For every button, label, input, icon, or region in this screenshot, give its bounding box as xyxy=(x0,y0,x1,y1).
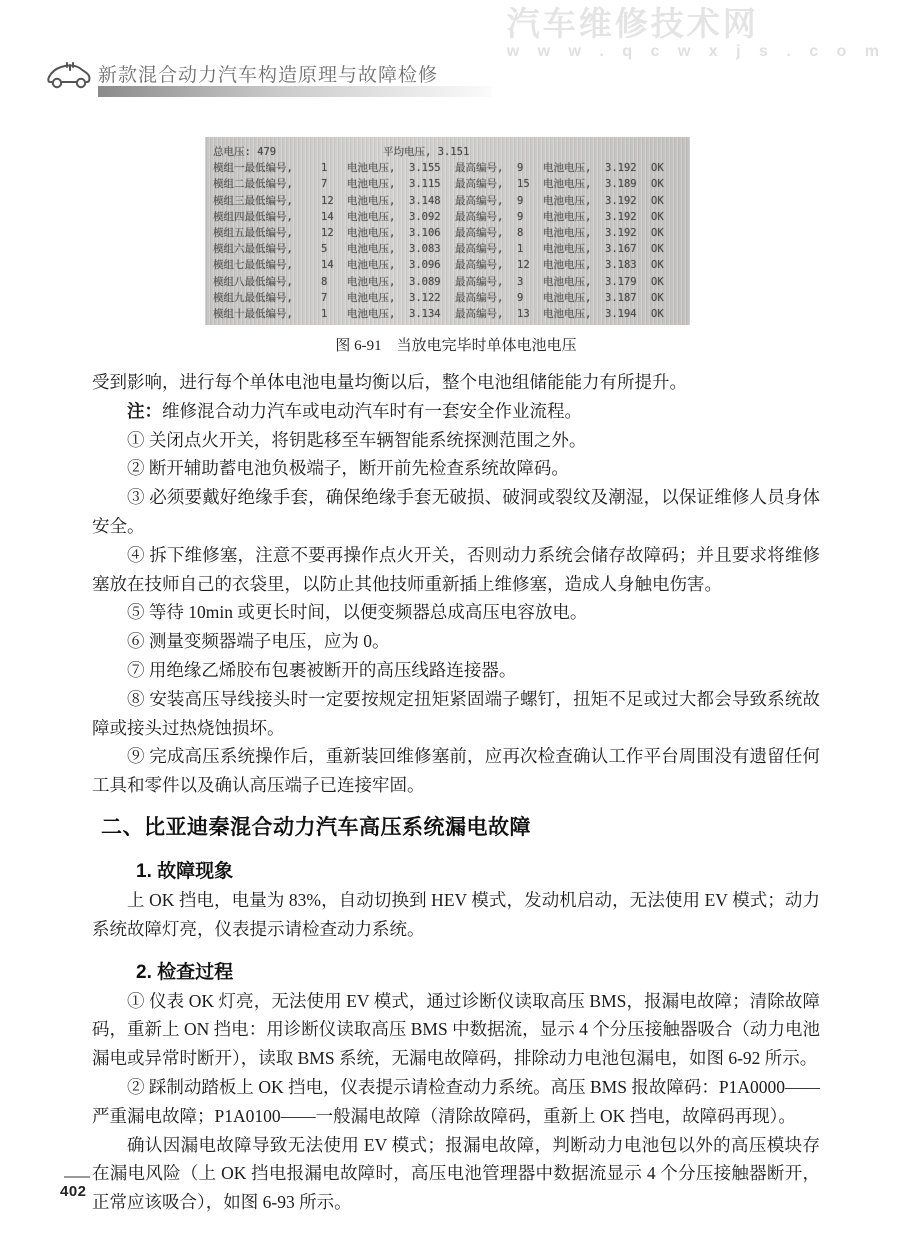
watermark-site-url: w w w . q c w x j s . c o m xyxy=(506,43,886,60)
safety-step: ③ 必须要戴好绝缘手套，确保绝缘手套无破损、破洞或裂纹及潮湿，以保证维修人员身体安全。 xyxy=(92,487,820,536)
screen-cell: 电池电压, xyxy=(347,259,396,272)
screen-cell: 9 xyxy=(517,194,524,207)
book-title: 新款混合动力汽车构造原理与故障检修 xyxy=(98,65,439,86)
screen-cell: 1 xyxy=(321,162,328,175)
screen-cell: 3 xyxy=(517,275,524,288)
screen-cell: 电池电压, xyxy=(543,308,592,321)
screen-row xyxy=(213,160,682,176)
screen-cell: OK xyxy=(651,210,664,223)
screen-cell: 3.115 xyxy=(409,178,441,191)
screen-cell: 12 xyxy=(321,194,334,207)
safety-step: ② 断开辅助蓄电池负极端子，断开前先检查系统故障码。 xyxy=(127,458,569,479)
screen-cell: 最高编号, xyxy=(455,243,504,256)
screen-cell: 8 xyxy=(517,227,524,240)
screen-cell: 电池电压, xyxy=(347,194,396,207)
safety-step: ⑧ 安装高压导线接头时一定要按规定扭矩紧固端子螺钉，扭矩不足或过大都会导致系统故障或接头过热烧蚀损坏。 xyxy=(92,688,820,738)
body-text xyxy=(92,368,820,1217)
screen-cell: 14 xyxy=(321,259,334,272)
screen-cell: 8 xyxy=(321,275,328,288)
header-gradient-bar xyxy=(98,86,492,97)
screen-cell: 电池电压, xyxy=(543,178,592,191)
screen-cell: 模组四最低编号, xyxy=(213,210,293,223)
subsection-title-check-process: 2. 检查过程 xyxy=(136,961,234,983)
safety-step: ⑥ 测量变频器端子电压，应为 0。 xyxy=(127,631,390,652)
screen-cell: 电池电压, xyxy=(347,243,396,256)
screen-cell: OK xyxy=(651,227,664,240)
screen-cell: OK xyxy=(651,259,664,272)
screen-cell: 模组二最低编号, xyxy=(213,178,293,191)
note-text: 维修混合动力汽车或电动汽车时有一套安全作业流程。 xyxy=(162,400,582,421)
safety-step: ④ 拆下维修塞，注意不要再操作点火开关，否则动力系统会储存故障码；并且要求将维修塞放在技师自己的衣袋里，以防止其他技师重新插上维修塞，造成人身触电伤害。 xyxy=(92,544,820,594)
safety-step: ⑨ 完成高压系统操作后，重新装回维修塞前，应再次检查确认工作平台周围没有遗留任何工具和零件以及确认高压端子已连接牢固。 xyxy=(92,746,820,796)
screen-cell: OK xyxy=(651,243,664,256)
screen-cell: 3.187 xyxy=(605,291,637,304)
screen-cell: OK xyxy=(651,194,664,207)
site-watermark xyxy=(507,6,886,62)
screen-cell: 3.189 xyxy=(605,178,637,191)
screen-cell: 3.096 xyxy=(409,259,441,272)
footer-rule xyxy=(64,1176,90,1178)
screen-cell: 7 xyxy=(321,178,328,191)
screen-cell: OK xyxy=(651,162,664,175)
screen-cell: 13 xyxy=(517,308,530,321)
screen-cell: 3.183 xyxy=(605,259,637,272)
screen-cell: 12 xyxy=(517,259,530,272)
screen-cell: 3.192 xyxy=(605,162,637,175)
screen-cell: 电池电压, xyxy=(347,227,396,240)
paragraph: 确认因漏电故障导致无法使用 EV 模式；报漏电故障，判断动力电池包以外的高压模块存在漏电风险（上 OK 挡电报漏电故障时，高压电池管理器中数据流显示 4 个分压接触器断开，正常应该吸合），如图 6-93 所示。 xyxy=(92,1134,820,1213)
screen-cell: 1 xyxy=(517,243,524,256)
figure-caption: 图 6-91 当放电完毕时单体电池电压 xyxy=(335,338,577,354)
screen-cell: 模组七最低编号, xyxy=(213,259,293,272)
screen-cell: 电池电压, xyxy=(543,162,592,175)
screen-cell: 电池电压, xyxy=(543,194,592,207)
screen-cell: 电池电压, xyxy=(543,259,592,272)
screen-cell: 电池电压, xyxy=(347,210,396,223)
page-number: 402 xyxy=(60,1183,87,1200)
note-label: 注： xyxy=(127,400,162,421)
screen-cell: 3.106 xyxy=(409,227,441,240)
screen-cell: 最高编号, xyxy=(455,178,504,191)
screen-row xyxy=(213,257,682,273)
screen-cell: 7 xyxy=(321,291,328,304)
screen-cell: 3.192 xyxy=(605,210,637,223)
screen-cell: 最高编号, xyxy=(455,308,504,321)
screen-cell: 电池电压, xyxy=(543,275,592,288)
screen-cell: 电池电压, xyxy=(347,178,396,191)
screen-cell: 模组五最低编号, xyxy=(213,227,293,240)
screen-cell: 最高编号, xyxy=(455,275,504,288)
screen-cell: OK xyxy=(651,275,664,288)
screen-cell: 3.179 xyxy=(605,275,637,288)
screen-row xyxy=(213,290,682,306)
screen-cell: 3.092 xyxy=(409,210,441,223)
screen-cell: 最高编号, xyxy=(455,210,504,223)
screen-row xyxy=(213,193,682,209)
screen-cell: 5 xyxy=(321,243,328,256)
paragraph: 受到影响，进行每个单体电池电量均衡以后，整个电池组储能能力有所提升。 xyxy=(92,372,687,392)
safety-step: ① 关闭点火开关，将钥匙移至车辆智能系统探测范围之外。 xyxy=(127,429,587,450)
safety-step: ⑤ 等待 10min 或更长时间，以便变频器总成高压电容放电。 xyxy=(127,602,588,623)
screen-row xyxy=(213,176,682,192)
screen-data-rows xyxy=(213,160,682,322)
screen-cell: 电池电压, xyxy=(347,162,396,175)
screen-cell: 3.089 xyxy=(409,275,441,288)
screen-cell: 3.083 xyxy=(409,243,441,256)
safety-steps xyxy=(92,426,820,800)
electric-car-icon xyxy=(46,60,92,99)
screen-row xyxy=(213,209,682,225)
page-header xyxy=(46,58,566,104)
screen-cell: 9 xyxy=(517,162,524,175)
screen-cell: 14 xyxy=(321,210,334,223)
screen-cell: 模组一最低编号, xyxy=(213,162,293,175)
avg-voltage-label: 平均电压, xyxy=(383,146,432,158)
paragraph: ② 踩制动踏板上 OK 挡电，仪表提示请检查动力系统。高压 BMS 报故障码：P1A0000——严重漏电故障；P1A0100——一般漏电故障（清除故障码，重新上 OK 挡电，故障码再现）。 xyxy=(92,1076,820,1126)
total-voltage-label: 总电压: xyxy=(213,146,251,158)
page-footer xyxy=(60,1176,90,1200)
screen-cell: 最高编号, xyxy=(455,227,504,240)
screen-cell: 最高编号, xyxy=(455,162,504,175)
section-title: 二、比亚迪秦混合动力汽车高压系统漏电故障 xyxy=(101,815,531,839)
screen-cell: 电池电压, xyxy=(543,227,592,240)
screen-cell: OK xyxy=(651,291,664,304)
screen-cell: 电池电压, xyxy=(347,308,396,321)
screen-cell: 3.148 xyxy=(409,194,441,207)
paragraph: 上 OK 挡电，电量为 83%，自动切换到 HEV 模式，发动机启动，无法使用 EV 模式；动力系统故障灯亮，仪表提示请检查动力系统。 xyxy=(92,889,820,939)
screen-cell: 3.122 xyxy=(409,291,441,304)
note-paragraph xyxy=(92,397,820,426)
screen-cell: 电池电压, xyxy=(543,243,592,256)
screen-cell: 最高编号, xyxy=(455,194,504,207)
screen-cell: 9 xyxy=(517,291,524,304)
screen-cell: 模组三最低编号, xyxy=(213,194,293,207)
screen-cell: 模组九最低编号, xyxy=(213,291,293,304)
screen-cell: 12 xyxy=(321,227,334,240)
screen-cell: 15 xyxy=(517,178,530,191)
screen-row xyxy=(213,241,682,257)
screen-cell: 3.155 xyxy=(409,162,441,175)
avg-voltage-value: 3.151 xyxy=(437,146,470,158)
subsection-title-fault-symptom: 1. 故障现象 xyxy=(136,860,234,882)
screen-cell: 3.134 xyxy=(409,308,441,321)
screen-cell: 最高编号, xyxy=(455,291,504,304)
page-content xyxy=(92,137,820,1217)
safety-step: ⑦ 用绝缘乙烯胶布包裹被断开的高压线路连接器。 xyxy=(127,659,517,680)
screen-cell: OK xyxy=(651,308,664,321)
screen-cell: 模组八最低编号, xyxy=(213,275,293,288)
screen-cell: 3.192 xyxy=(605,227,637,240)
screen-cell: 模组十最低编号, xyxy=(213,308,293,321)
screen-cell: 电池电压, xyxy=(543,210,592,223)
screen-row xyxy=(213,306,682,322)
screen-cell: OK xyxy=(651,178,664,191)
screen-cell: 3.167 xyxy=(605,243,637,256)
battery-voltage-screenshot xyxy=(205,137,690,325)
screen-cell: 最高编号, xyxy=(455,259,504,272)
paragraph: ① 仪表 OK 灯亮，无法使用 EV 模式，通过诊断仪读取高压 BMS，报漏电故障；清除故障码，重新上 ON 挡电：用诊断仪读取高压 BMS 中数据流，显示 4 个分压接触器吸合（动力电池漏电或异常时断开），读取 BMS 系统，无漏电故障码，排除动力电池包漏电，如图 6-92 所示。 xyxy=(92,990,820,1069)
screen-cell: 模组六最低编号, xyxy=(213,243,293,256)
screen-cell: 9 xyxy=(517,210,524,223)
screen-cell: 3.192 xyxy=(605,194,637,207)
watermark-site-name: 汽车维修技术网 xyxy=(506,5,759,42)
screen-cell: 电池电压, xyxy=(347,275,396,288)
screen-cell: 电池电压, xyxy=(543,291,592,304)
screen-cell: 1 xyxy=(321,308,328,321)
screen-cell: 电池电压, xyxy=(347,291,396,304)
screen-cell: 3.194 xyxy=(605,308,637,321)
screen-row xyxy=(213,274,682,290)
screen-row xyxy=(213,225,682,241)
total-voltage-value: 479 xyxy=(257,146,277,158)
screen-header-row xyxy=(213,144,682,160)
